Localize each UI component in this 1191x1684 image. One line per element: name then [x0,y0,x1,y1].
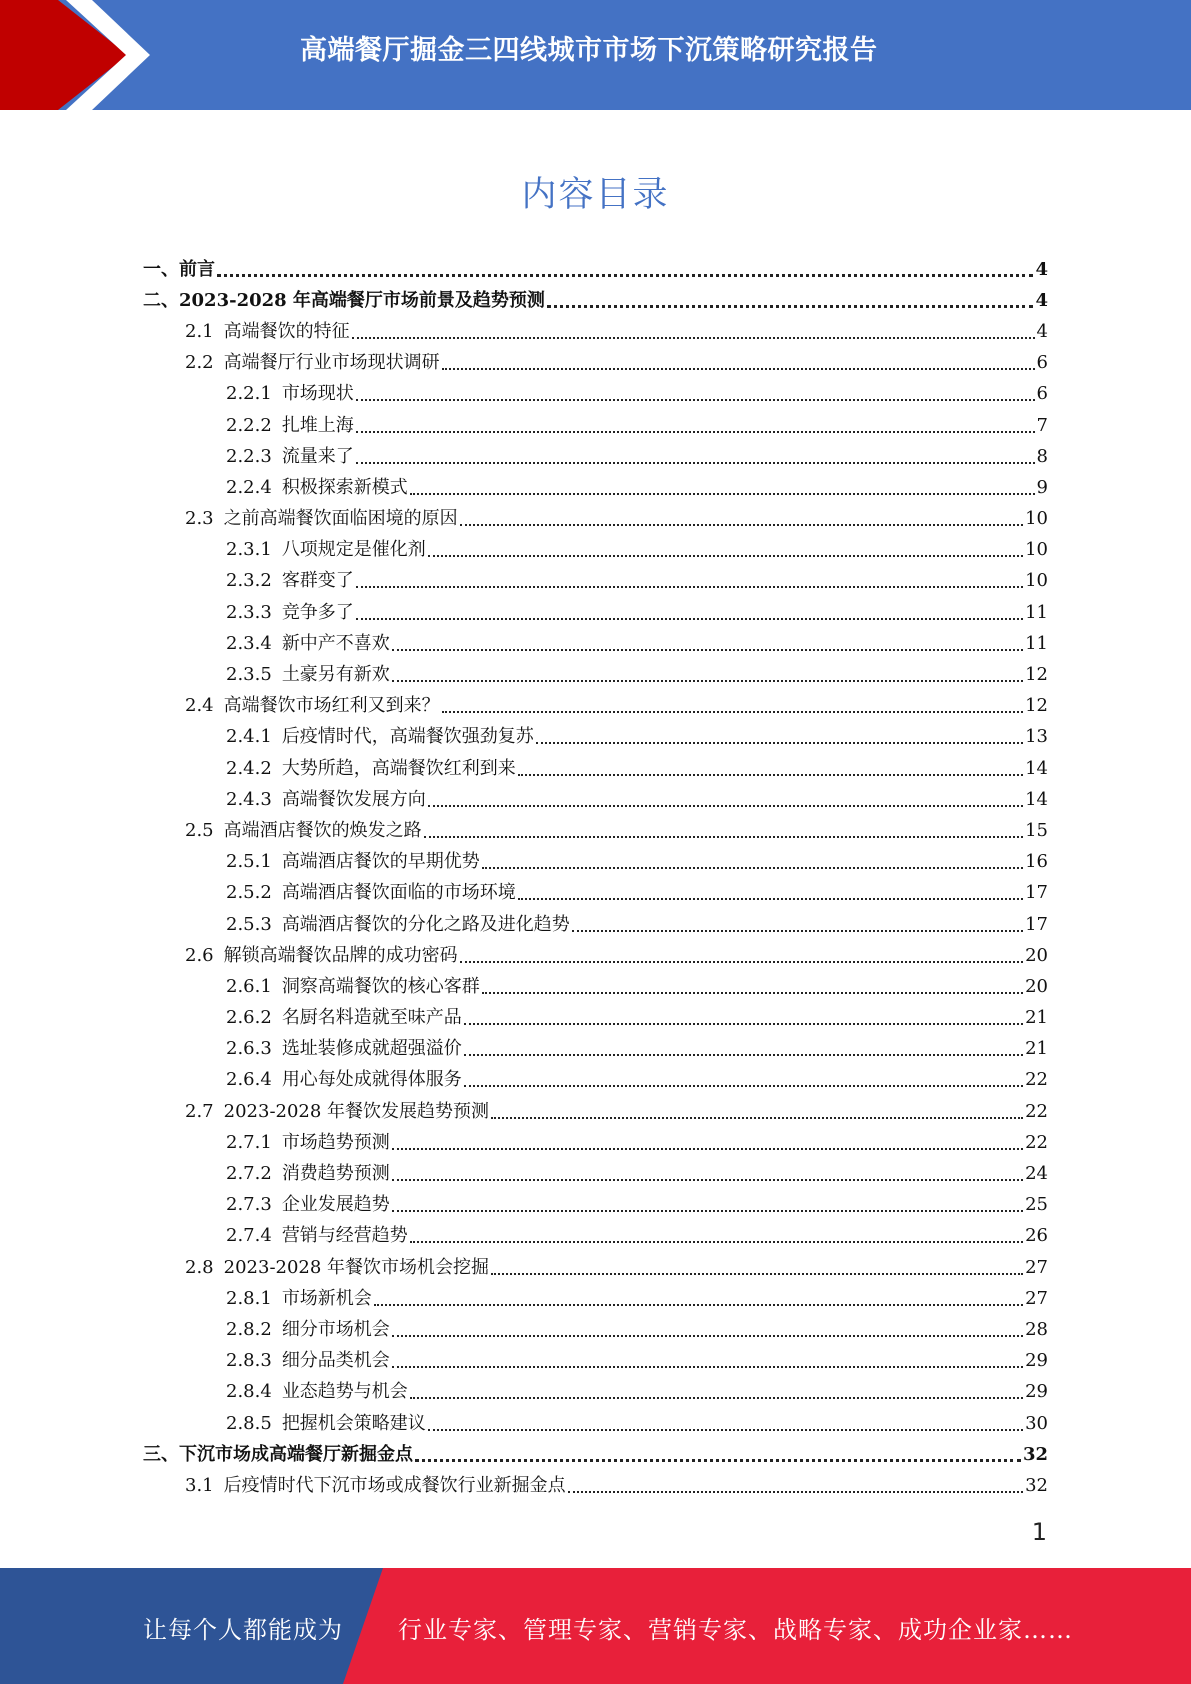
toc-entry-title: 之前高端餐饮面临困境的原因 [223,508,458,530]
toc-entry[interactable] [0,1377,1191,1408]
toc-dot-leader [442,368,1035,370]
toc-entry-number: 2.8 [185,1256,214,1278]
toc-entry-number: 2.2.4 [226,476,272,498]
toc-entry[interactable] [0,316,1191,347]
toc-dot-leader [356,462,1035,464]
toc-dot-leader [460,524,1023,526]
toc-entry-title: 前言 [179,258,215,280]
toc-entry-page: 12 [1025,695,1048,717]
toc-entry[interactable] [0,441,1191,472]
toc-entry-number: 2.7.4 [226,1225,272,1247]
toc-entry[interactable] [0,628,1191,659]
toc-entry-page: 13 [1025,726,1048,748]
toc-entry[interactable] [0,1158,1191,1189]
toc-dot-leader [428,805,1023,807]
toc-dot-leader [482,992,1023,994]
toc-entry-page: 16 [1025,851,1048,873]
toc-entry-page: 4 [1036,320,1048,342]
toc-entry-number: 三、 [143,1443,179,1465]
toc-entry-number: 2.3.5 [226,664,272,686]
toc-entry-title: 洞察高端餐饮的核心客群 [281,975,480,997]
toc-dot-leader [217,274,1033,277]
toc-entry-page: 21 [1025,1038,1048,1060]
toc-entry[interactable] [0,410,1191,441]
toc-entry-title: 高端酒店餐饮面临的市场环境 [281,882,516,904]
toc-dot-leader [464,1023,1023,1025]
toc-entry-number: 2.8.2 [226,1318,272,1340]
toc-entry-page: 10 [1025,539,1048,561]
toc-entry[interactable] [0,971,1191,1002]
toc-entry-page: 24 [1025,1163,1048,1185]
toc-entry-number: 2.5.1 [226,851,272,873]
toc-entry-title: 积极探索新模式 [281,476,408,498]
toc-entry-number: 2.7.3 [226,1194,272,1216]
toc-entry-title: 八项规定是催化剂 [281,539,426,561]
toc-entry[interactable] [0,1283,1191,1314]
footer-slogan: 让每个人都能成为 [143,1616,343,1644]
toc-dot-leader [356,618,1023,620]
toc-entry-title: 市场趋势预测 [281,1131,390,1153]
table-of-contents [0,254,1191,1502]
toc-entry-title: 细分品类机会 [281,1350,390,1372]
footer-banner [0,1568,1191,1684]
toc-entry[interactable] [0,285,1191,316]
toc-entry[interactable] [0,815,1191,846]
toc-dot-leader [536,742,1023,744]
toc-entry[interactable] [0,379,1191,410]
toc-entry-page: 27 [1025,1256,1048,1278]
toc-entry-page: 11 [1025,601,1048,623]
toc-entry-number: 2.7.1 [226,1131,272,1153]
toc-entry-page: 12 [1025,664,1048,686]
toc-dot-leader [572,930,1023,932]
toc-entry-title: 高端酒店餐饮的早期优势 [281,851,480,873]
toc-entry-number: 2.6.3 [226,1038,272,1060]
toc-entry-page: 28 [1025,1318,1048,1340]
toc-entry-number: 2.7 [185,1100,214,1122]
toc-entry-number: 2.2 [185,352,214,374]
toc-entry-title: 流量来了 [281,445,354,467]
toc-entry-title: 后疫情时代，高端餐饮强劲复苏 [281,726,534,748]
toc-entry[interactable] [0,1470,1191,1501]
toc-entry-page: 22 [1025,1069,1048,1091]
footer-tagline: 行业专家、管理专家、营销专家、战略专家、成功企业家…… [398,1616,1073,1644]
toc-entry-title: 市场新机会 [281,1287,372,1309]
toc-entry-title: 营销与经营趋势 [281,1225,408,1247]
toc-entry-number: 2.6.1 [226,975,272,997]
toc-entry-number: 3.1 [185,1474,214,1496]
toc-entry[interactable] [0,535,1191,566]
toc-entry[interactable] [0,1127,1191,1158]
toc-entry[interactable] [0,504,1191,535]
toc-dot-leader [392,1366,1023,1368]
toc-dot-leader [518,898,1023,900]
toc-entry-number: 2.2.2 [226,414,272,436]
toc-entry-page: 20 [1025,944,1048,966]
toc-entry-number: 2.8.1 [226,1287,272,1309]
toc-entry-number: 2.6.4 [226,1069,272,1091]
toc-entry-page: 4 [1035,258,1048,280]
toc-entry-page: 8 [1036,445,1048,467]
toc-entry-page: 9 [1036,476,1048,498]
toc-entry-page: 6 [1036,383,1048,405]
toc-entry-title: 把握机会策略建议 [281,1412,426,1434]
toc-dot-leader [356,431,1035,433]
toc-entry-title: 名厨名料造就至味产品 [281,1007,462,1029]
toc-entry-number: 2.3.4 [226,632,272,654]
toc-entry-page: 7 [1036,414,1048,436]
toc-entry-number: 2.2.1 [226,383,272,405]
toc-entry[interactable] [0,909,1191,940]
toc-dot-leader [356,586,1023,588]
toc-dot-leader [464,1054,1023,1056]
toc-entry-page: 29 [1025,1350,1048,1372]
toc-dot-leader [415,1459,1021,1462]
toc-entry[interactable] [0,1252,1191,1283]
toc-entry-page: 21 [1025,1007,1048,1029]
toc-entry-number: 2.2.3 [226,445,272,467]
toc-entry-page: 11 [1025,632,1048,654]
toc-dot-leader [491,1117,1023,1119]
toc-entry-page: 17 [1025,913,1048,935]
toc-entry-title: 大势所趋，高端餐饮红利到来 [281,757,516,779]
toc-entry-number: 2.5.2 [226,882,272,904]
toc-entry-number: 2.3.1 [226,539,272,561]
toc-entry-number: 2.3.2 [226,570,272,592]
toc-entry[interactable] [0,472,1191,503]
toc-entry-number: 二、 [143,289,179,311]
toc-entry-number: 2.8.5 [226,1412,272,1434]
page-number: 1 [1031,1518,1047,1546]
toc-entry-page: 29 [1025,1381,1048,1403]
toc-entry[interactable] [0,1314,1191,1345]
toc-entry-title: 高端餐饮的特征 [223,320,350,342]
toc-entry-title: 选址装修成就超强溢价 [281,1038,462,1060]
toc-entry-page: 17 [1025,882,1048,904]
toc-dot-leader [442,711,1023,713]
toc-entry[interactable] [0,847,1191,878]
header-banner [0,0,1191,110]
toc-entry[interactable] [0,566,1191,597]
toc-entry-page: 15 [1025,819,1048,841]
toc-entry-title: 竞争多了 [281,601,354,623]
toc-dot-leader [464,1085,1023,1087]
toc-entry-title: 高端餐厅行业市场现状调研 [223,352,440,374]
toc-dot-leader [352,337,1035,339]
toc-entry-page: 30 [1025,1412,1048,1434]
toc-entry-title: 消费趋势预测 [281,1163,390,1185]
toc-entry-number: 2.8.4 [226,1381,272,1403]
toc-entry-title: 用心每处成就得体服务 [281,1069,462,1091]
toc-dot-leader [392,1210,1023,1212]
toc-entry-title: 解锁高端餐饮品牌的成功密码 [223,944,458,966]
toc-dot-leader [547,305,1034,308]
toc-entry[interactable] [0,691,1191,722]
toc-dot-leader [410,1397,1023,1399]
toc-entry-title: 企业发展趋势 [281,1194,390,1216]
toc-entry-page: 26 [1025,1225,1048,1247]
toc-entry-number: 2.7.2 [226,1163,272,1185]
toc-entry-page: 4 [1035,289,1048,311]
toc-entry[interactable] [0,878,1191,909]
toc-entry-page: 22 [1025,1100,1048,1122]
toc-entry-title: 扎堆上海 [281,414,354,436]
toc-entry-page: 25 [1025,1194,1048,1216]
toc-entry-number: 2.1 [185,320,214,342]
toc-entry-title: 2023-2028 年餐饮发展趋势预测 [223,1100,490,1122]
toc-entry[interactable] [0,753,1191,784]
toc-entry-page: 20 [1025,975,1048,997]
toc-entry-number: 2.3 [185,508,214,530]
toc-entry-page: 6 [1036,352,1048,374]
toc-dot-leader [482,867,1023,869]
toc-entry[interactable] [0,1439,1191,1470]
toc-entry[interactable] [0,1096,1191,1127]
toc-dot-leader [460,961,1023,963]
toc-entry-title: 高端餐饮市场红利又到来？ [223,695,440,717]
header-chevron [0,0,300,110]
toc-entry-title: 细分市场机会 [281,1318,390,1340]
toc-entry-title: 下沉市场成高端餐厅新掘金点 [179,1443,413,1465]
toc-entry-number: 2.4.2 [226,757,272,779]
toc-entry-number: 2.5 [185,819,214,841]
toc-entry-title: 客群变了 [281,570,354,592]
toc-entry-number: 2.8.3 [226,1350,272,1372]
toc-entry-title: 2023-2028 年高端餐厅市场前景及趋势预测 [179,289,545,311]
toc-entry[interactable] [0,722,1191,753]
toc-dot-leader [410,1241,1023,1243]
toc-dot-leader [568,1491,1023,1493]
toc-dot-leader [410,493,1035,495]
toc-entry-page: 32 [1025,1474,1048,1496]
toc-entry[interactable] [0,254,1191,285]
toc-entry-page: 32 [1022,1443,1048,1465]
toc-entry[interactable] [0,784,1191,815]
toc-entry-title: 后疫情时代下沉市场或成餐饮行业新掘金点 [223,1474,566,1496]
toc-dot-leader [518,774,1023,776]
toc-entry-number: 一、 [143,258,179,280]
toc-title: 内容目录 [521,175,670,215]
toc-entry[interactable] [0,1346,1191,1377]
toc-entry-page: 14 [1025,788,1048,810]
toc-entry-number: 2.4.1 [226,726,272,748]
toc-entry[interactable] [0,1003,1191,1034]
toc-entry-title: 业态趋势与机会 [281,1381,408,1403]
toc-entry-title: 高端酒店餐饮的分化之路及进化趋势 [281,913,570,935]
toc-entry-title: 新中产不喜欢 [281,632,390,654]
toc-entry-number: 2.4.3 [226,788,272,810]
toc-dot-leader [428,1429,1023,1431]
toc-entry-number: 2.6 [185,944,214,966]
toc-entry-title: 高端餐饮发展方向 [281,788,426,810]
toc-entry[interactable] [0,597,1191,628]
toc-entry-title: 土豪另有新欢 [281,664,390,686]
toc-entry-title: 2023-2028 年餐饮市场机会挖掘 [223,1256,490,1278]
toc-entry[interactable] [0,1190,1191,1221]
toc-entry-page: 22 [1025,1131,1048,1153]
toc-dot-leader [374,1304,1023,1306]
toc-dot-leader [392,680,1023,682]
toc-entry-page: 14 [1025,757,1048,779]
toc-dot-leader [392,1335,1023,1337]
toc-entry-page: 10 [1025,570,1048,592]
toc-entry[interactable] [0,1221,1191,1252]
toc-dot-leader [392,649,1023,651]
toc-entry[interactable] [0,659,1191,690]
report-title: 高端餐厅掘金三四线城市市场下沉策略研究报告 [300,35,878,66]
toc-dot-leader [491,1273,1023,1275]
toc-entry-page: 27 [1025,1287,1048,1309]
toc-entry-title: 高端酒店餐饮的焕发之路 [223,819,422,841]
toc-entry[interactable] [0,1065,1191,1096]
toc-entry-number: 2.5.3 [226,913,272,935]
toc-entry-page: 10 [1025,508,1048,530]
toc-entry-number: 2.6.2 [226,1007,272,1029]
toc-entry-title: 市场现状 [281,383,354,405]
toc-entry[interactable] [0,940,1191,971]
toc-dot-leader [392,1179,1023,1181]
toc-entry[interactable] [0,348,1191,379]
toc-dot-leader [424,836,1023,838]
toc-dot-leader [428,555,1023,557]
toc-dot-leader [356,399,1035,401]
toc-entry[interactable] [0,1034,1191,1065]
toc-entry-number: 2.4 [185,695,214,717]
toc-entry[interactable] [0,1408,1191,1439]
toc-entry-number: 2.3.3 [226,601,272,623]
toc-dot-leader [392,1148,1023,1150]
